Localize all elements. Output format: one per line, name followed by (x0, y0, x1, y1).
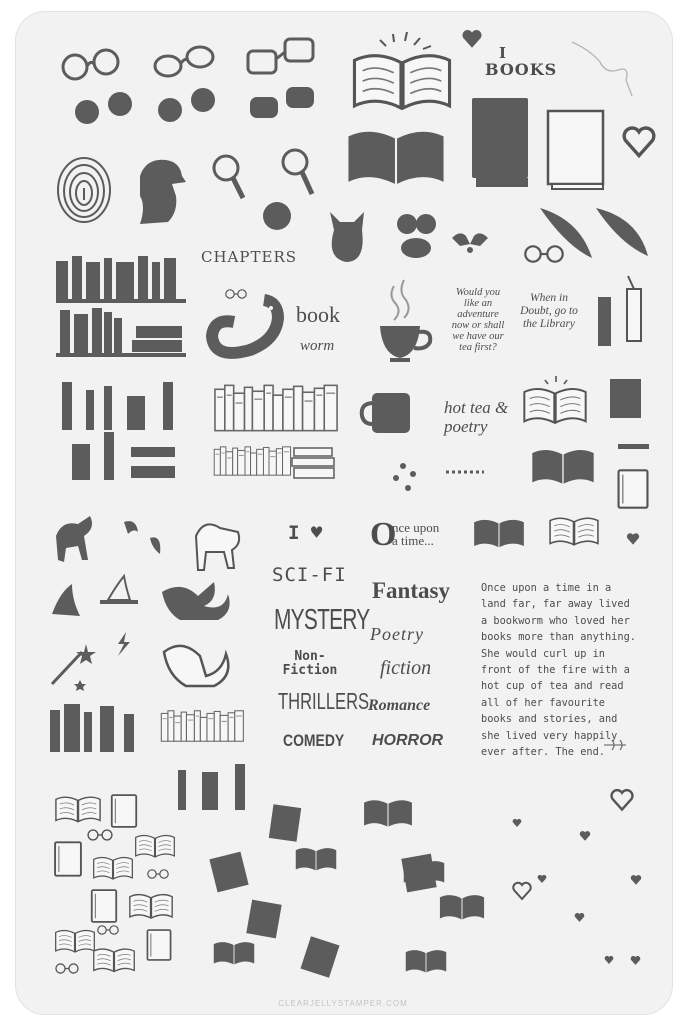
open-book-outline-icon (354, 32, 449, 108)
book-label: book (296, 302, 340, 327)
hot-tea-poetry-label: hot tea & poetry (444, 398, 509, 436)
genre-horror: HORROR (372, 732, 444, 749)
bookshelf-outline-icon (214, 385, 337, 478)
mug-icon (362, 393, 410, 433)
story-paragraph: Once upon a time in a land far, far away lived a bookworm who loved her books more than anything. She would curl up in front of the fire with a hot cup of tea and read all of her favourite books and stories, and she lived very happily ever after. The end. (481, 582, 636, 759)
once-upon-initial: O (370, 516, 397, 553)
dragon-icon (162, 582, 230, 620)
squiggle-decoration (572, 42, 632, 96)
genre-fantasy: Fantasy (372, 578, 450, 603)
owl-icon (452, 233, 488, 253)
fingerprint-icon (58, 158, 110, 222)
bookshelf-outline-small-icon (161, 711, 243, 741)
feather-icon (540, 208, 648, 258)
hardcover-book-icon (548, 111, 603, 189)
bookshelf-icon (56, 256, 186, 357)
closed-book-small-icon (619, 470, 648, 507)
magic-wand-icon (52, 644, 96, 684)
heart-icon (462, 30, 481, 48)
book-silhouette-icon (348, 132, 443, 184)
flame-icon (124, 521, 160, 554)
bookworm-icon (212, 290, 278, 353)
book-spines-mid-icon (178, 764, 245, 810)
i-label: I (499, 44, 507, 62)
sunglasses-icon (75, 87, 314, 124)
book-silhouette-small-icon (532, 450, 593, 484)
scattered-hearts-icon (513, 790, 642, 965)
cat-icon (330, 212, 364, 262)
genre-comedy: COMEDY (283, 731, 345, 750)
genre-romance: Romance (368, 697, 431, 714)
genre-thrillers: THRILLERS (278, 688, 370, 714)
small-book-icon (610, 379, 649, 449)
closed-book-icon (472, 98, 528, 187)
genre-fiction: fiction (380, 657, 432, 679)
magnifier-icon (214, 150, 312, 198)
adventure-quote: Would you like an adventure now or shall we have our tea first? (451, 287, 505, 353)
lightning-icon (118, 632, 130, 656)
bowling-ball-icon (263, 202, 291, 230)
footer-url: CLEARJELLYSTAMPER.COM (278, 999, 408, 1008)
library-quote: When in Doubt, go to the Library (520, 292, 578, 330)
dots-icon (393, 463, 484, 491)
dragon-outline-icon (164, 646, 228, 686)
teacup-icon (380, 280, 430, 362)
genre-scifi: SCI-FI (272, 564, 347, 586)
scattered-open-books-icon (214, 800, 484, 972)
heart-outline-icon (624, 128, 654, 156)
worm-label: worm (300, 338, 335, 354)
mini-glasses-icon (525, 246, 562, 261)
book-spines-bottom-icon (50, 704, 134, 752)
open-books-pile-icon (55, 795, 174, 973)
sherlock-icon (140, 160, 186, 224)
star-icon (74, 680, 86, 691)
chapters-label: CHAPTERS (201, 248, 298, 266)
glasses-icon (63, 39, 313, 79)
unicorn-outline-icon (196, 524, 239, 570)
witch-hat-icon (100, 576, 138, 604)
eyes-icon (397, 214, 436, 258)
book-silhouette-right-icon (474, 520, 524, 547)
open-book-outline-right-icon (550, 518, 598, 544)
unicorn-icon (56, 516, 92, 562)
genre-poetry: Poetry (370, 624, 424, 644)
once-upon-label: nce upon a time... (392, 520, 440, 548)
wizard-hat-icon (52, 584, 80, 616)
i-love-label: I ♥ (288, 522, 323, 544)
genre-nonfiction: Non-Fiction (282, 649, 338, 678)
bookmark-icon (598, 276, 641, 346)
books-label: BOOKS (485, 60, 558, 79)
book-spines-icon (62, 382, 175, 480)
open-book-small-outline-icon (524, 376, 585, 423)
genre-mystery: MYSTERY (274, 604, 370, 636)
tiny-heart-icon (627, 533, 639, 544)
